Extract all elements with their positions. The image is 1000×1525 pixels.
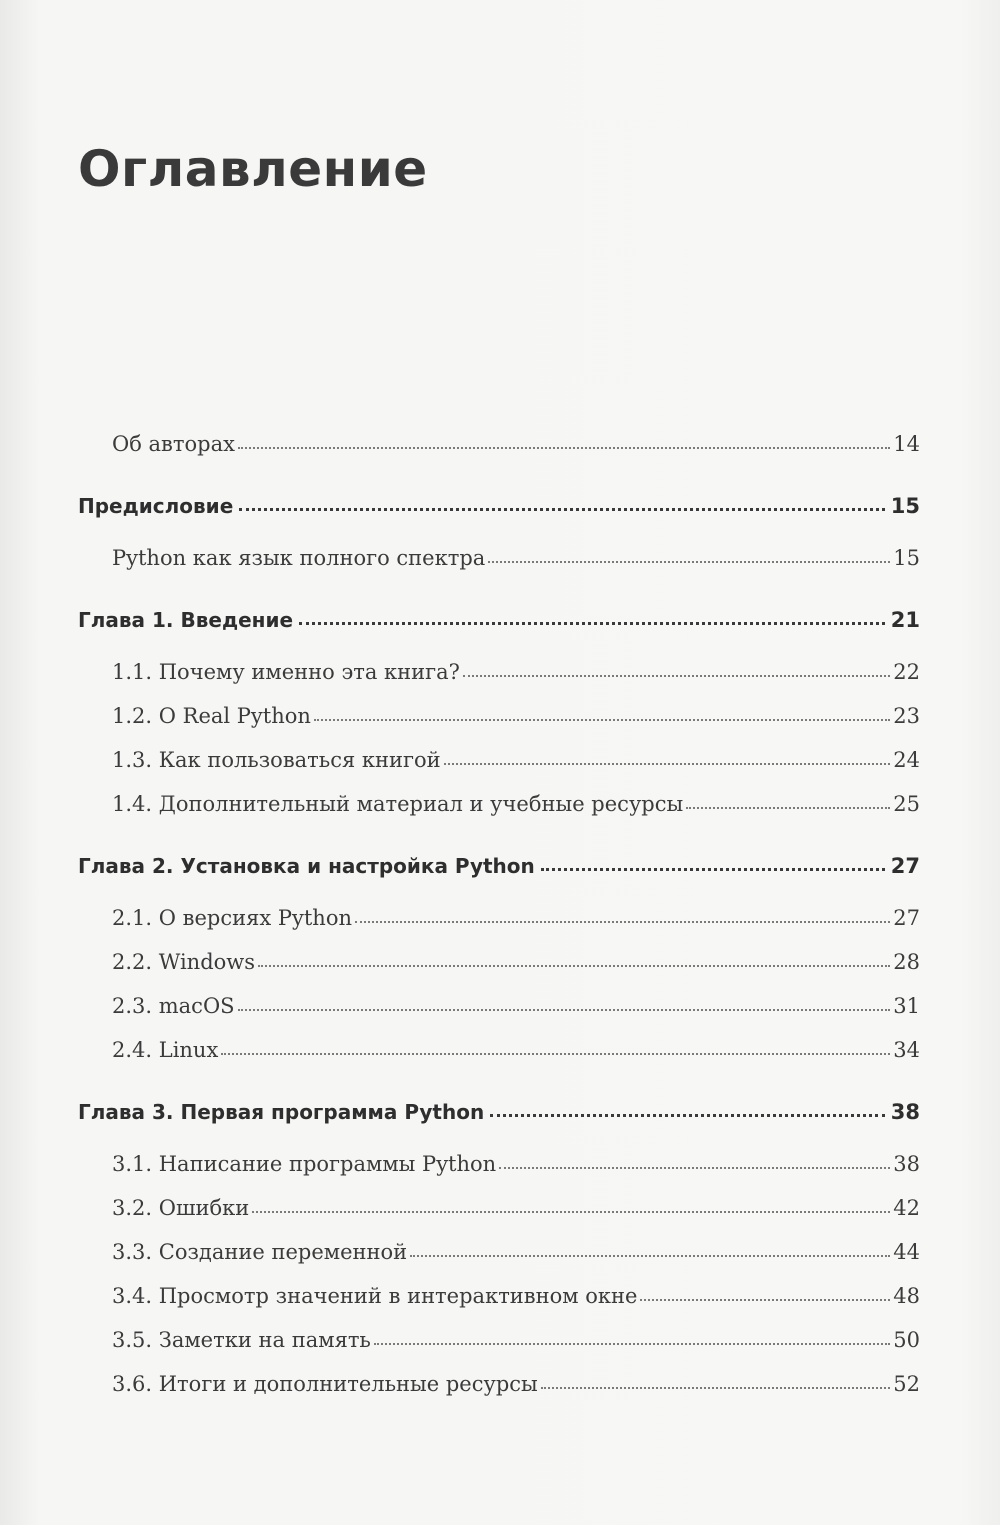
toc-section-entry: [112, 1372, 920, 1396]
toc-entry-page-number: 50: [893, 1328, 920, 1352]
dot-leader: [258, 965, 890, 967]
toc-section-entry: [112, 546, 920, 570]
toc-section-entry: [112, 1240, 920, 1264]
toc-section-entry: [112, 1328, 920, 1352]
dot-leader: [410, 1255, 890, 1257]
dot-leader: [444, 763, 891, 765]
toc-section-entry: [112, 906, 920, 930]
dot-leader: [499, 1167, 890, 1169]
toc-entry-label: 1.1. Почему именно эта книга?: [112, 660, 460, 684]
toc-entry-page-number: 15: [893, 546, 920, 570]
dot-leader: [299, 622, 885, 625]
toc-entry-page-number: 28: [893, 950, 920, 974]
dot-leader: [238, 1009, 891, 1011]
toc-chapter-entry: [78, 854, 920, 878]
dot-leader: [463, 675, 890, 677]
toc-entry-page-number: 15: [890, 494, 920, 518]
toc-entry-page-number: 48: [893, 1284, 920, 1308]
toc-entry-label: Об авторах: [112, 432, 235, 456]
toc-chapter-entry: [78, 1100, 920, 1124]
toc-entry-label: 1.4. Дополнительный материал и учебные ресурсы: [112, 792, 684, 816]
toc-entry-label: 2.2. Windows: [112, 950, 256, 974]
toc-section-entry: [112, 1152, 920, 1176]
toc-entry-label: Глава 1. Введение: [78, 608, 294, 632]
toc-entry-page-number: 42: [893, 1196, 920, 1220]
toc-entry-page-number: 52: [893, 1372, 920, 1396]
toc-entry-page-number: 14: [893, 432, 920, 456]
toc-section-entry: [112, 1284, 920, 1308]
toc-entry-label: Python как язык полного спектра: [112, 546, 486, 570]
toc-entry-label: Предисловие: [78, 494, 234, 518]
toc-entry-page-number: 25: [893, 792, 920, 816]
toc-entry-label: 3.6. Итоги и дополнительные ресурсы: [112, 1372, 538, 1396]
dot-leader: [686, 807, 890, 809]
dot-leader: [252, 1211, 890, 1213]
toc-entry-page-number: 23: [893, 704, 920, 728]
dot-leader: [541, 1387, 891, 1389]
toc-entry-page-number: 27: [890, 854, 920, 878]
toc-entry-page-number: 21: [890, 608, 920, 632]
toc-section-entry: [112, 950, 920, 974]
dot-leader: [238, 447, 890, 449]
dot-leader: [490, 1114, 885, 1117]
toc-entry-page-number: 24: [893, 748, 920, 772]
toc-chapter-entry: [78, 608, 920, 632]
toc-section-entry: [112, 704, 920, 728]
toc-section-entry: [112, 1038, 920, 1062]
toc-entry-label: 1.3. Как пользоваться книгой: [112, 748, 441, 772]
dot-leader: [314, 719, 890, 721]
toc-section-entry: [112, 1196, 920, 1220]
dot-leader: [541, 868, 885, 871]
dot-leader: [488, 561, 890, 563]
toc-entry-label: 3.1. Написание программы Python: [112, 1152, 497, 1176]
dot-leader: [239, 508, 885, 511]
toc-entry-label: 3.3. Создание переменной: [112, 1240, 408, 1264]
toc-entry-label: 1.2. О Real Python: [112, 704, 311, 728]
dot-leader: [221, 1053, 890, 1055]
toc-section-entry: [112, 792, 920, 816]
toc-entry-label: Глава 2. Установка и настройка Python: [78, 854, 535, 878]
dot-leader: [640, 1299, 890, 1301]
toc-entry-label: 2.1. О версиях Python: [112, 906, 352, 930]
toc-entry-label: 3.2. Ошибки: [112, 1196, 250, 1220]
toc-chapter-entry: [78, 494, 920, 518]
toc-entry-page-number: 27: [893, 906, 920, 930]
toc-section-entry: [112, 994, 920, 1018]
toc-entry-page-number: 38: [890, 1100, 920, 1124]
toc-entry-page-number: 31: [893, 994, 920, 1018]
toc-entry-label: Глава 3. Первая программа Python: [78, 1100, 485, 1124]
page-title: Оглавление: [78, 140, 428, 198]
toc-entry-page-number: 22: [893, 660, 920, 684]
toc-entry-page-number: 44: [893, 1240, 920, 1264]
toc-section-entry: [112, 660, 920, 684]
toc-section-entry: [112, 748, 920, 772]
dot-leader: [374, 1343, 890, 1345]
dot-leader: [355, 921, 890, 923]
toc-entry-page-number: 34: [893, 1038, 920, 1062]
toc-entry-label: 3.5. Заметки на память: [112, 1328, 371, 1352]
toc-entry-label: 2.3. macOS: [112, 994, 235, 1018]
toc-entry-label: 2.4. Linux: [112, 1038, 219, 1062]
toc-section-entry: [112, 432, 920, 456]
toc-entry-page-number: 38: [893, 1152, 920, 1176]
toc-entry-label: 3.4. Просмотр значений в интерактивном окне: [112, 1284, 638, 1308]
